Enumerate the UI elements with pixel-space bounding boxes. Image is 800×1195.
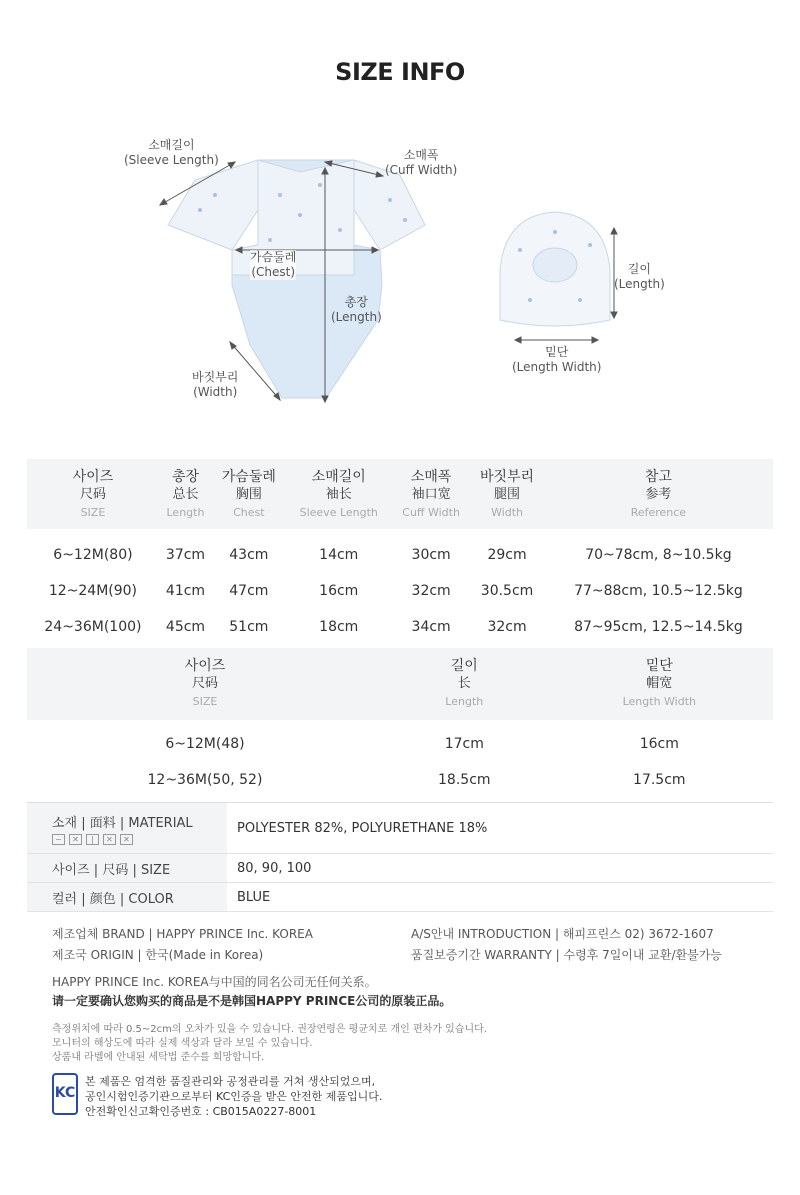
table-cell: 45cm	[165, 619, 206, 635]
table-cell: 18cm	[319, 619, 359, 635]
color-value: BLUE	[237, 889, 271, 905]
cn-notice-2: 请一定要确认您购买的商品是不是韩国HAPPY PRINCE公司的原装正品。	[52, 994, 452, 1008]
table-cell: 6~12M(48)	[165, 736, 245, 752]
cuff-width-label: 소매폭 (Cuff Width)	[385, 148, 458, 177]
table-cell: 12~36M(50, 52)	[147, 772, 263, 788]
column-header	[392, 459, 470, 529]
swimsuit-illustration	[168, 160, 425, 398]
header-en: Length Width	[622, 695, 696, 708]
width-label: 바짓부리 (Width)	[192, 370, 239, 399]
column-header	[546, 648, 773, 720]
header-cn: 袖长	[325, 487, 352, 502]
material-value: POLYESTER 82%, POLYURETHANE 18%	[237, 820, 488, 836]
table-row	[27, 609, 773, 645]
header-cn: 长	[457, 676, 471, 691]
header-en: Width	[491, 506, 524, 519]
dry-icon: |	[86, 834, 99, 845]
wash-icon: ~	[52, 834, 65, 845]
table-cell: 17cm	[444, 736, 484, 752]
table-cell: 6~12M(80)	[53, 547, 133, 563]
column-header	[27, 459, 159, 529]
no-bleach-icon: ✕	[69, 834, 82, 845]
header-ko: 바짓부리	[479, 469, 535, 485]
table-row	[27, 573, 773, 609]
hat-size-table	[27, 648, 773, 798]
table-cell: 34cm	[411, 619, 451, 635]
table-cell: 70~78cm, 8~10.5kg	[585, 547, 732, 563]
table-cell: 16cm	[639, 736, 679, 752]
table-cell: 87~95cm, 12.5~14.5kg	[574, 619, 743, 635]
note-2: 모니터의 해상도에 따라 실제 색상과 달라 보일 수 있습니다.	[52, 1038, 313, 1049]
column-header	[27, 648, 383, 720]
table-cell: 41cm	[165, 583, 206, 599]
table-cell: 24~36M(100)	[44, 619, 142, 635]
table-cell: 30cm	[411, 547, 451, 563]
table-cell: 16cm	[319, 583, 359, 599]
table-cell: 18.5cm	[438, 772, 491, 788]
size-diagram	[0, 0, 800, 430]
header-en: Length	[166, 506, 205, 519]
sleeve-length-label: 소매길이 (Sleeve Length)	[124, 138, 219, 167]
table-cell: 32cm	[487, 619, 527, 635]
header-en: Sleeve Length	[299, 506, 378, 519]
note-1: 측정위치에 따라 0.5~2cm의 오차가 있을 수 있습니다. 권장연령은 평균치로 개인 편차가 있습니다.	[52, 1024, 487, 1035]
hat-width-label: 밑단 (Length Width)	[512, 345, 602, 374]
product-spec	[27, 802, 773, 912]
size-value: 80, 90, 100	[237, 860, 312, 876]
table-cell: 12~24M(90)	[48, 583, 138, 599]
table-cell: 37cm	[165, 547, 206, 563]
table-cell: 17.5cm	[633, 772, 686, 788]
hat-illustration	[500, 212, 610, 326]
table-cell: 29cm	[487, 547, 527, 563]
column-header	[212, 459, 286, 529]
header-cn: 腿围	[494, 487, 521, 502]
column-header	[470, 459, 544, 529]
table-cell: 30.5cm	[480, 583, 534, 599]
swimsuit-size-table	[27, 459, 773, 645]
header-cn: 尺码	[79, 487, 106, 502]
size-label: 사이즈 | 尺码 | SIZE	[27, 854, 227, 882]
note-3: 상품내 라벨에 안내된 세탁법 준수를 희망합니다.	[52, 1052, 265, 1063]
hat-length-label: 길이 (Length)	[614, 262, 665, 291]
length-label: 총장 (Length)	[331, 295, 382, 324]
header-ko: 소매폭	[410, 469, 452, 485]
header-cn: 胸围	[235, 487, 262, 502]
header-ko: 가슴둘레	[221, 469, 276, 485]
color-label: 컬러 | 颜色 | COLOR	[27, 883, 227, 911]
table-cell: 43cm	[229, 547, 269, 563]
table-row	[27, 762, 773, 798]
kc-line-2: 공인시험인증기관으로부터 KC인증을 받은 안전한 제품입니다.	[85, 1090, 383, 1103]
header-cn: 总长	[172, 487, 199, 502]
header-en: Length	[445, 695, 484, 708]
header-en: Cuff Width	[402, 506, 460, 519]
page-title: SIZE INFO	[335, 58, 465, 86]
warranty-info: 품질보증기간 WARRANTY | 수령후 7일이내 교환/환불가능	[411, 948, 722, 962]
brand-info: 제조업체 BRAND | HAPPY PRINCE Inc. KOREA	[52, 927, 313, 941]
column-header	[286, 459, 392, 529]
header-ko: 사이즈	[72, 469, 114, 485]
color-row	[27, 883, 773, 912]
column-header	[383, 648, 546, 720]
kc-line-3: 안전확인신고확인증번호 : CB015A0227-8001	[85, 1105, 317, 1118]
no-tumble-dry-icon: ✕	[103, 834, 116, 845]
header-ko: 길이	[450, 658, 478, 674]
table-cell: 32cm	[411, 583, 451, 599]
kc-logo: KC	[52, 1073, 78, 1115]
cn-notice-1: HAPPY PRINCE Inc. KOREA与中国的同名公司无任何关系。	[52, 975, 377, 989]
header-cn: 尺码	[191, 676, 218, 691]
header-ko: 참고	[644, 469, 672, 485]
header-cn: 袖口宽	[411, 487, 451, 502]
size-row	[27, 854, 773, 883]
column-header	[159, 459, 212, 529]
table-cell: 77~88cm, 10.5~12.5kg	[574, 583, 743, 599]
header-cn: 帽宽	[646, 676, 673, 691]
material-label: 소재 | 面料 | MATERIAL	[52, 815, 193, 831]
kc-line-1: 본 제품은 엄격한 품질관리와 공정관리를 거쳐 생산되었으며,	[85, 1075, 376, 1088]
header-cn: 参考	[645, 487, 672, 502]
table-cell: 51cm	[229, 619, 269, 635]
as-info: A/S안내 INTRODUCTION | 해피프린스 02) 3672-1607	[411, 927, 714, 941]
column-header	[544, 459, 773, 529]
chest-label: 가슴둘레 (Chest)	[250, 250, 297, 279]
header-ko: 총장	[171, 469, 200, 485]
header-en: SIZE	[192, 695, 218, 708]
table-row	[27, 720, 773, 762]
header-ko: 소매길이	[311, 469, 366, 485]
table-cell: 14cm	[319, 547, 359, 563]
header-en: SIZE	[80, 506, 106, 519]
table-row	[27, 529, 773, 573]
origin-info: 제조국 ORIGIN | 한국(Made in Korea)	[52, 948, 264, 962]
header-en: Chest	[233, 506, 265, 519]
no-dryclean-icon: ✕	[120, 834, 133, 845]
header-ko: 밑단	[645, 658, 673, 674]
header-ko: 사이즈	[184, 658, 226, 674]
care-icons	[52, 834, 227, 845]
table-cell: 47cm	[229, 583, 269, 599]
material-row	[27, 803, 773, 854]
header-en: Reference	[630, 506, 687, 519]
